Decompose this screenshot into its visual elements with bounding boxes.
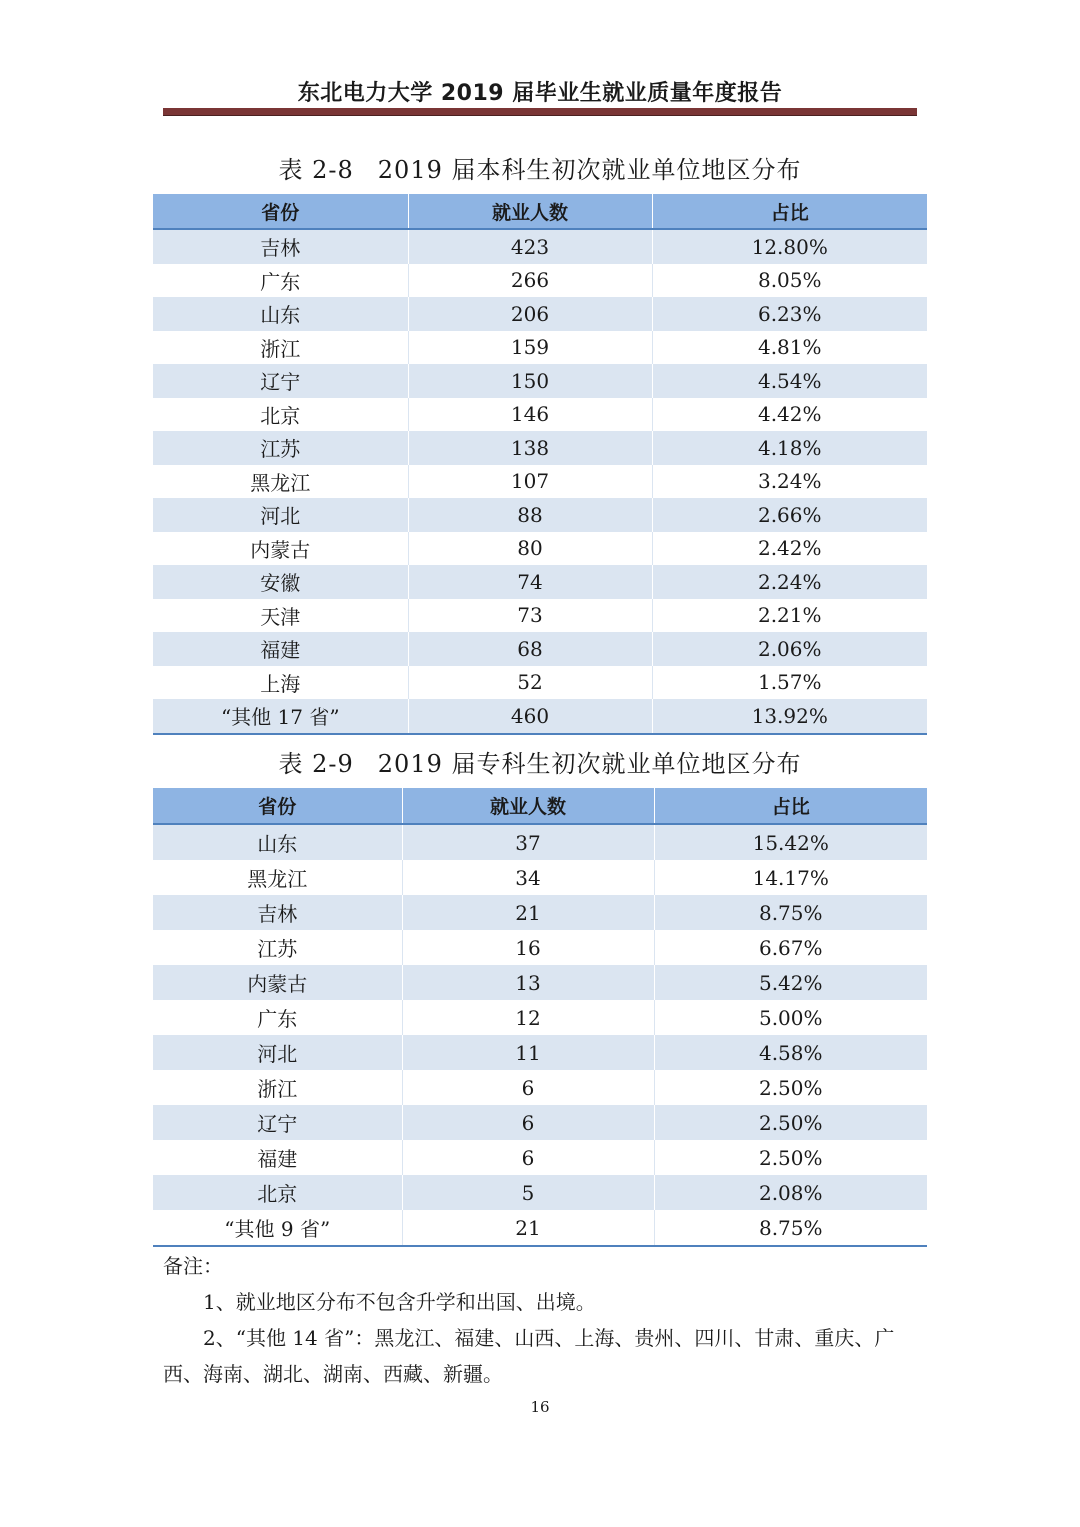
table-row	[153, 532, 927, 566]
cell-province: 山东	[153, 824, 402, 860]
cell-share: 2.21%	[652, 599, 927, 633]
cell-province: 内蒙古	[153, 965, 402, 1000]
cell-count: 13	[402, 965, 654, 1000]
cell-count: 266	[408, 264, 652, 298]
cell-share: 5.00%	[654, 1000, 927, 1035]
table-row	[153, 599, 927, 633]
cell-count: 460	[408, 699, 652, 734]
table-2-caption	[153, 744, 927, 779]
cell-province: 内蒙古	[153, 532, 408, 566]
cell-count: 11	[402, 1035, 654, 1070]
table-1-caption	[153, 150, 927, 185]
cell-province: 河北	[153, 1035, 402, 1070]
table-row	[153, 565, 927, 599]
cell-share: 12.80%	[652, 229, 927, 264]
cell-share: 4.42%	[652, 398, 927, 432]
cell-share: 4.58%	[654, 1035, 927, 1070]
table-2-number: 表 2-9	[278, 750, 354, 778]
cell-count: 107	[408, 465, 652, 499]
table-row	[153, 1175, 927, 1210]
cell-province: 北京	[153, 1175, 402, 1210]
cell-share: 2.42%	[652, 532, 927, 566]
table-1-title: 2019 届本科生初次就业单位地区分布	[377, 156, 802, 184]
cell-count: 88	[408, 498, 652, 532]
cell-province: 福建	[153, 1140, 402, 1175]
cell-share: 8.75%	[654, 1210, 927, 1246]
cell-share: 1.57%	[652, 666, 927, 700]
cell-province: 吉林	[153, 229, 408, 264]
cell-count: 21	[402, 895, 654, 930]
cell-province: 北京	[153, 398, 408, 432]
cell-share: 13.92%	[652, 699, 927, 734]
table-row	[153, 1070, 927, 1105]
cell-province: 广东	[153, 1000, 402, 1035]
table-row	[153, 1210, 927, 1246]
column-header-province: 省份	[153, 194, 408, 229]
cell-province: 黑龙江	[153, 465, 408, 499]
column-header-count: 就业人数	[402, 788, 654, 824]
page-number: 16	[530, 1398, 550, 1416]
header-rule	[163, 108, 917, 116]
cell-share: 2.50%	[654, 1105, 927, 1140]
cell-share: 2.50%	[654, 1140, 927, 1175]
table-row	[153, 699, 927, 734]
table-row	[153, 1035, 927, 1070]
table-row	[153, 297, 927, 331]
cell-count: 34	[402, 860, 654, 895]
cell-share: 3.24%	[652, 465, 927, 499]
cell-count: 159	[408, 331, 652, 365]
column-header-share: 占比	[654, 788, 927, 824]
note-item-1: 1、就业地区分布不包含升学和出国、出境。	[203, 1290, 596, 1314]
table-header-row	[153, 788, 927, 824]
notes-section	[163, 1248, 923, 1392]
cell-count: 16	[402, 930, 654, 965]
table-row	[153, 632, 927, 666]
cell-share: 4.18%	[652, 431, 927, 465]
cell-count: 150	[408, 364, 652, 398]
table-row	[153, 498, 927, 532]
table-row	[153, 824, 927, 860]
cell-count: 146	[408, 398, 652, 432]
table-2-title: 2019 届专科生初次就业单位地区分布	[377, 750, 802, 778]
cell-count: 21	[402, 1210, 654, 1246]
cell-province: “其他 17 省”	[153, 699, 408, 734]
cell-count: 52	[408, 666, 652, 700]
table-row	[153, 465, 927, 499]
cell-province: 辽宁	[153, 364, 408, 398]
cell-province: 浙江	[153, 1070, 402, 1105]
cell-province: 福建	[153, 632, 408, 666]
cell-count: 74	[408, 565, 652, 599]
page-header-title: 东北电力大学 2019 届毕业生就业质量年度报告	[297, 81, 783, 106]
table-row	[153, 398, 927, 432]
cell-count: 5	[402, 1175, 654, 1210]
cell-share: 6.23%	[652, 297, 927, 331]
cell-share: 8.75%	[654, 895, 927, 930]
column-header-count: 就业人数	[408, 194, 652, 229]
table-1-number: 表 2-8	[278, 156, 354, 184]
cell-province: 江苏	[153, 930, 402, 965]
cell-share: 2.50%	[654, 1070, 927, 1105]
cell-count: 423	[408, 229, 652, 264]
cell-province: “其他 9 省”	[153, 1210, 402, 1246]
cell-province: 吉林	[153, 895, 402, 930]
table-row	[153, 666, 927, 700]
cell-share: 4.54%	[652, 364, 927, 398]
cell-count: 206	[408, 297, 652, 331]
cell-province: 浙江	[153, 331, 408, 365]
cell-province: 江苏	[153, 431, 408, 465]
cell-count: 6	[402, 1140, 654, 1175]
cell-province: 河北	[153, 498, 408, 532]
table-row	[153, 1000, 927, 1035]
cell-share: 14.17%	[654, 860, 927, 895]
table-row	[153, 1140, 927, 1175]
cell-province: 黑龙江	[153, 860, 402, 895]
cell-province: 广东	[153, 264, 408, 298]
table-row	[153, 364, 927, 398]
table-row	[153, 331, 927, 365]
cell-share: 6.67%	[654, 930, 927, 965]
table-row	[153, 264, 927, 298]
cell-share: 5.42%	[654, 965, 927, 1000]
column-header-share: 占比	[652, 194, 927, 229]
cell-share: 2.08%	[654, 1175, 927, 1210]
table-row	[153, 965, 927, 1000]
cell-share: 2.66%	[652, 498, 927, 532]
table-2-body	[153, 824, 927, 1246]
table-1-body	[153, 229, 927, 734]
cell-count: 73	[408, 599, 652, 633]
table-college-region	[153, 788, 927, 1247]
cell-count: 37	[402, 824, 654, 860]
cell-count: 12	[402, 1000, 654, 1035]
table-row	[153, 895, 927, 930]
column-header-province: 省份	[153, 788, 402, 824]
table-row	[153, 1105, 927, 1140]
table-header-row	[153, 194, 927, 229]
note-item-2: 2、“其他 14 省”：黑龙江、福建、山西、上海、贵州、四川、甘肃、重庆、广西、海南、湖北、湖南、西藏、新疆。	[163, 1326, 895, 1386]
cell-share: 8.05%	[652, 264, 927, 298]
table-undergraduate-region	[153, 194, 927, 735]
cell-province: 山东	[153, 297, 408, 331]
table-row	[153, 860, 927, 895]
cell-province: 天津	[153, 599, 408, 633]
table-row	[153, 431, 927, 465]
cell-share: 2.06%	[652, 632, 927, 666]
cell-share: 4.81%	[652, 331, 927, 365]
cell-province: 上海	[153, 666, 408, 700]
cell-count: 6	[402, 1070, 654, 1105]
notes-heading: 备注：	[163, 1254, 223, 1278]
table-row	[153, 229, 927, 264]
cell-count: 80	[408, 532, 652, 566]
cell-share: 15.42%	[654, 824, 927, 860]
cell-province: 辽宁	[153, 1105, 402, 1140]
cell-share: 2.24%	[652, 565, 927, 599]
cell-province: 安徽	[153, 565, 408, 599]
cell-count: 138	[408, 431, 652, 465]
table-row	[153, 930, 927, 965]
cell-count: 6	[402, 1105, 654, 1140]
cell-count: 68	[408, 632, 652, 666]
